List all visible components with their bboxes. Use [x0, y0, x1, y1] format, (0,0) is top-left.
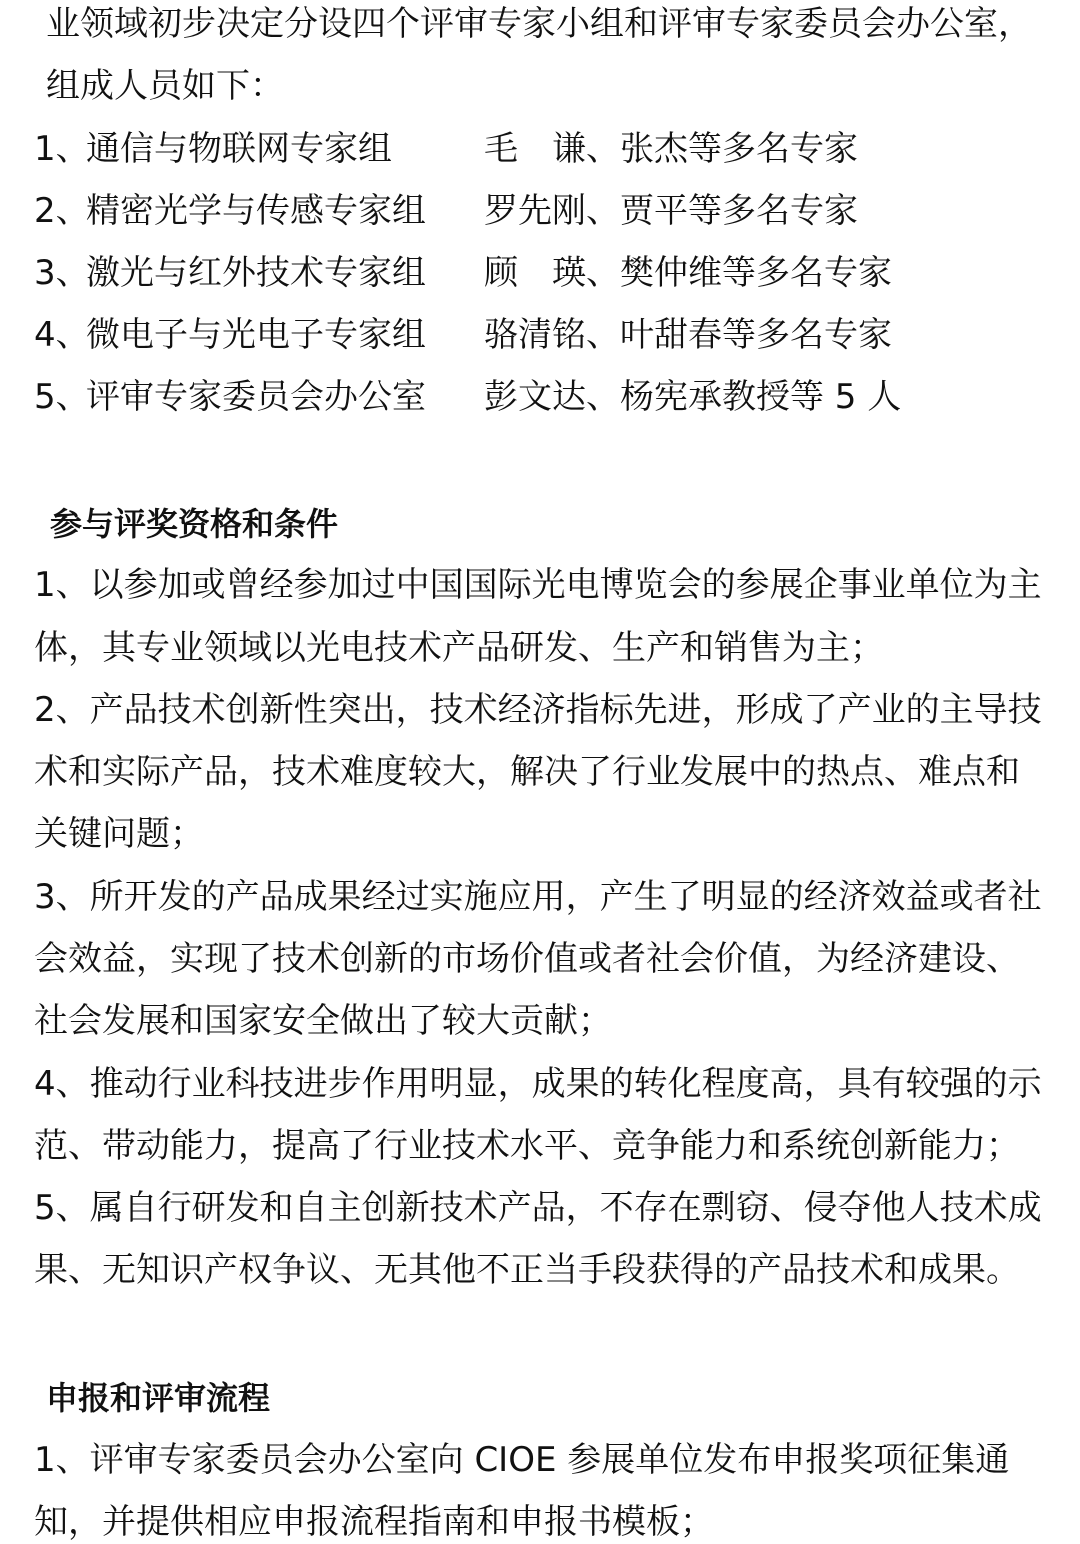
team-name: 通信与物联网专家组 — [86, 129, 392, 169]
paragraph-line: 术和实际产品，技术难度较大，解决了行业发展中的热点、难点和 — [34, 752, 1020, 792]
team-row — [0, 127, 1080, 171]
paragraph-line: 范、带动能力，提高了行业技术水平、竞争能力和系统创新能力； — [34, 1126, 1020, 1166]
process-heading: 申报和评审流程 — [46, 1379, 271, 1417]
team-number: 2、 — [34, 191, 90, 231]
team-row — [0, 375, 1080, 419]
team-members: 罗先刚、贾平等多名专家 — [484, 191, 858, 231]
paragraph-line: 3、所开发的产品成果经过实施应用，产生了明显的经济效益或者社 — [34, 877, 1042, 917]
team-name: 激光与红外技术专家组 — [86, 253, 426, 293]
qualifications-heading: 参与评奖资格和条件 — [50, 505, 339, 543]
team-name: 精密光学与传感专家组 — [86, 191, 426, 231]
intro-line-2: 组成人员如下： — [46, 66, 284, 106]
team-number: 5、 — [34, 377, 90, 417]
team-row — [0, 189, 1080, 233]
paragraph-line: 知，并提供相应申报流程指南和申报书模板； — [34, 1502, 714, 1542]
paragraph-line: 2、产品技术创新性突出，技术经济指标先进，形成了产业的主导技 — [34, 690, 1042, 730]
team-number: 4、 — [34, 315, 90, 355]
paragraph-line: 1、评审专家委员会办公室向 CIOE 参展单位发布申报奖项征集通 — [34, 1440, 1010, 1480]
team-number: 1、 — [34, 129, 90, 169]
intro-line-1: 业领域初步决定分设四个评审专家小组和评审专家委员会办公室， — [46, 4, 1032, 44]
paragraph-line: 5、属自行研发和自主创新技术产品，不存在剽窃、侵夺他人技术成 — [34, 1188, 1042, 1228]
paragraph-line: 1、以参加或曾经参加过中国国际光电博览会的参展企事业单位为主 — [34, 565, 1042, 605]
team-members: 彭文达、杨宪承教授等 5 人 — [484, 377, 902, 417]
paragraph-line: 体，其专业领域以光电技术产品研发、生产和销售为主； — [34, 628, 884, 668]
team-number: 3、 — [34, 253, 90, 293]
team-members: 顾 瑛、樊仲维等多名专家 — [484, 253, 892, 293]
team-members: 毛 谦、张杰等多名专家 — [484, 129, 858, 169]
team-members: 骆清铭、叶甜春等多名专家 — [484, 315, 892, 355]
paragraph-line: 关键问题； — [34, 814, 204, 854]
paragraph-line: 会效益，实现了技术创新的市场价值或者社会价值，为经济建设、 — [34, 939, 1020, 979]
team-name: 评审专家委员会办公室 — [86, 377, 426, 417]
paragraph-line: 果、无知识产权争议、无其他不正当手段获得的产品技术和成果。 — [34, 1250, 1020, 1290]
paragraph-line: 社会发展和国家安全做出了较大贡献； — [34, 1001, 612, 1041]
team-row — [0, 313, 1080, 357]
paragraph-line: 4、推动行业科技进步作用明显，成果的转化程度高，具有较强的示 — [34, 1064, 1042, 1104]
team-name: 微电子与光电子专家组 — [86, 315, 426, 355]
team-row — [0, 251, 1080, 295]
